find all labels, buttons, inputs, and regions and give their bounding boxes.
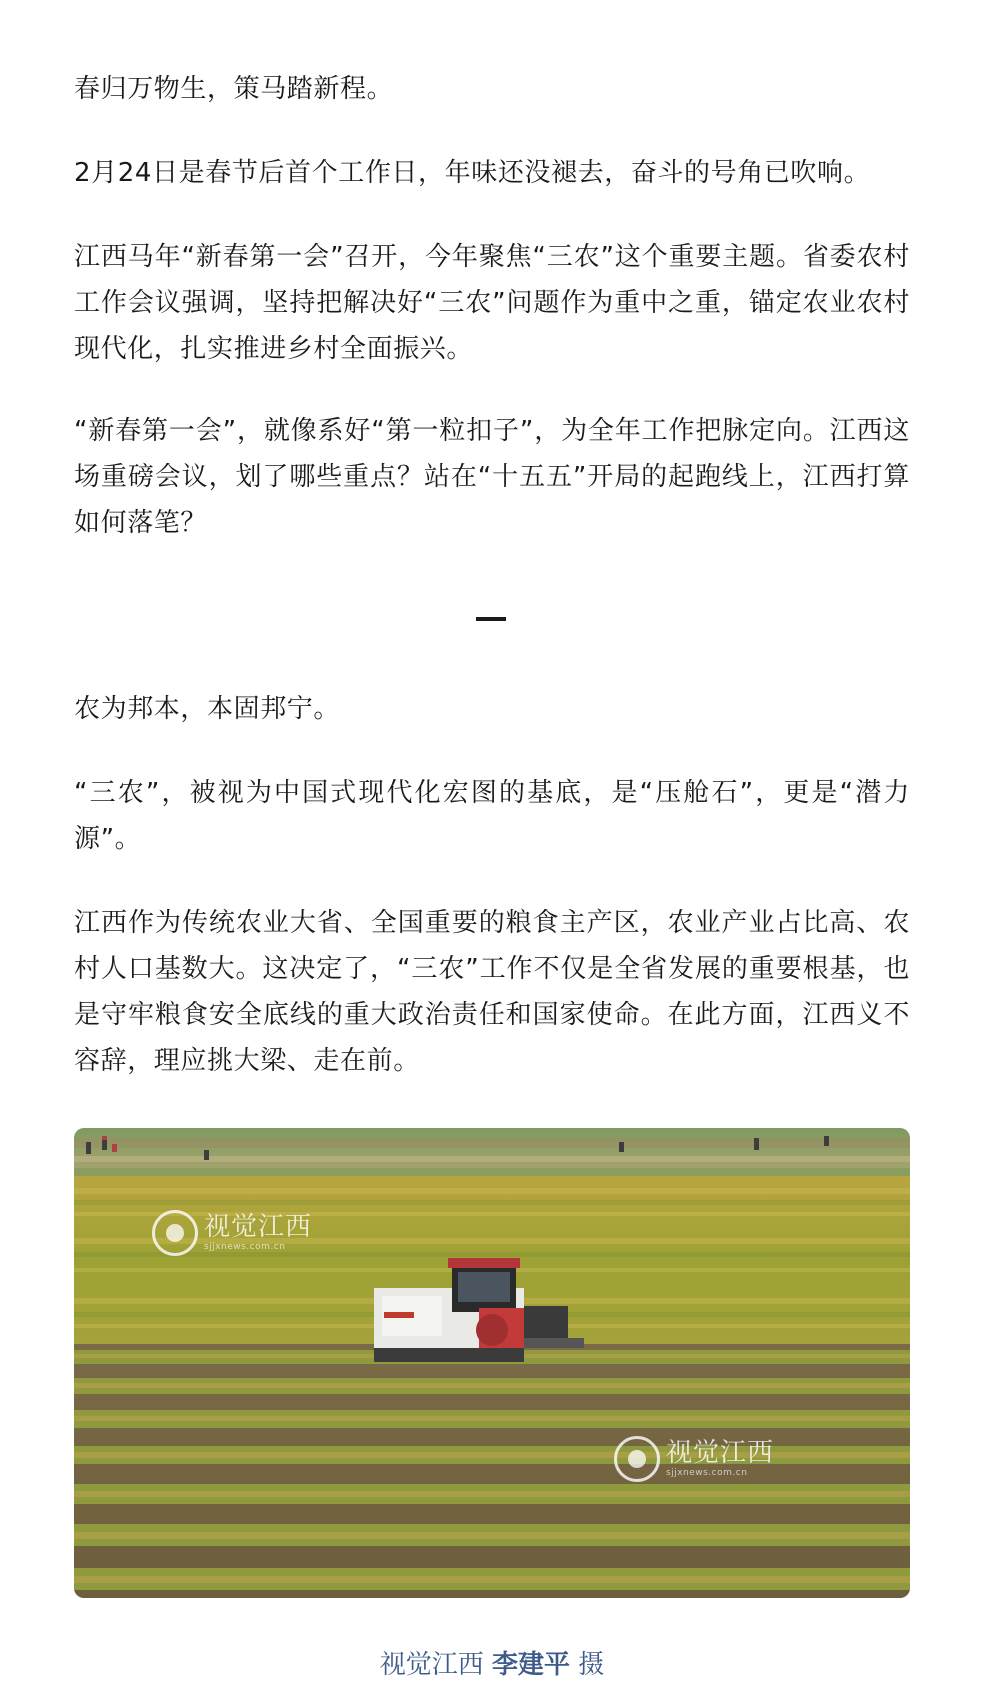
watermark-bottom xyxy=(614,1436,774,1482)
watermark-logo-icon xyxy=(152,1210,198,1256)
watermark-logo-icon xyxy=(614,1436,660,1482)
paragraph-1: 春归万物生，策马踏新程。 xyxy=(74,74,394,104)
paragraph-2: 2月24日是春节后首个工作日，年味还没褪去，奋斗的号角已吹响。 xyxy=(74,158,871,188)
photo-caption xyxy=(74,1644,910,1681)
watermark-url: sjjxnews.com.cn xyxy=(204,1242,286,1252)
watermark-text: 视觉江西 xyxy=(666,1438,775,1468)
paragraph-5: 农为邦本，本固邦宁。 xyxy=(74,694,341,724)
harvest-photo[interactable] xyxy=(74,1128,910,1598)
paragraph-7: 江西作为传统农业大省、全国重要的粮食主产区，农业产业占比高、农村人口基数大。这决定了，“三农”工作不仅是全省发展的重要根基，也是守牢粮食安全底线的重大政治责任和国家使命。在此方面，江西义不容辞，理应挑大梁、走在前。 xyxy=(74,908,910,1076)
caption-author: 李建平 xyxy=(491,1650,570,1680)
caption-source: 视觉江西 xyxy=(379,1650,484,1680)
rice-field-harvester-image xyxy=(74,1128,910,1598)
watermark-url: sjjxnews.com.cn xyxy=(666,1468,748,1478)
watermark-top xyxy=(152,1210,312,1256)
paragraph-4: “新春第一会”，就像系好“第一粒扣子”，为全年工作把脉定向。江西这场重磅会议，划了哪些重点？站在“十五五”开局的起跑线上，江西打算如何落笔？ xyxy=(74,416,910,538)
paragraph-6: “三农”，被视为中国式现代化宏图的基底，是“压舱石”，更是“潜力源”。 xyxy=(74,778,910,854)
watermark-text: 视觉江西 xyxy=(204,1212,313,1242)
paragraph-3: 江西马年“新春第一会”召开，今年聚焦“三农”这个重要主题。省委农村工作会议强调，坚持把解决好“三农”问题作为重中之重，锚定农业农村现代化，扎实推进乡村全面振兴。 xyxy=(74,242,910,364)
caption-suffix: 摄 xyxy=(578,1650,605,1680)
section-divider xyxy=(476,617,506,621)
